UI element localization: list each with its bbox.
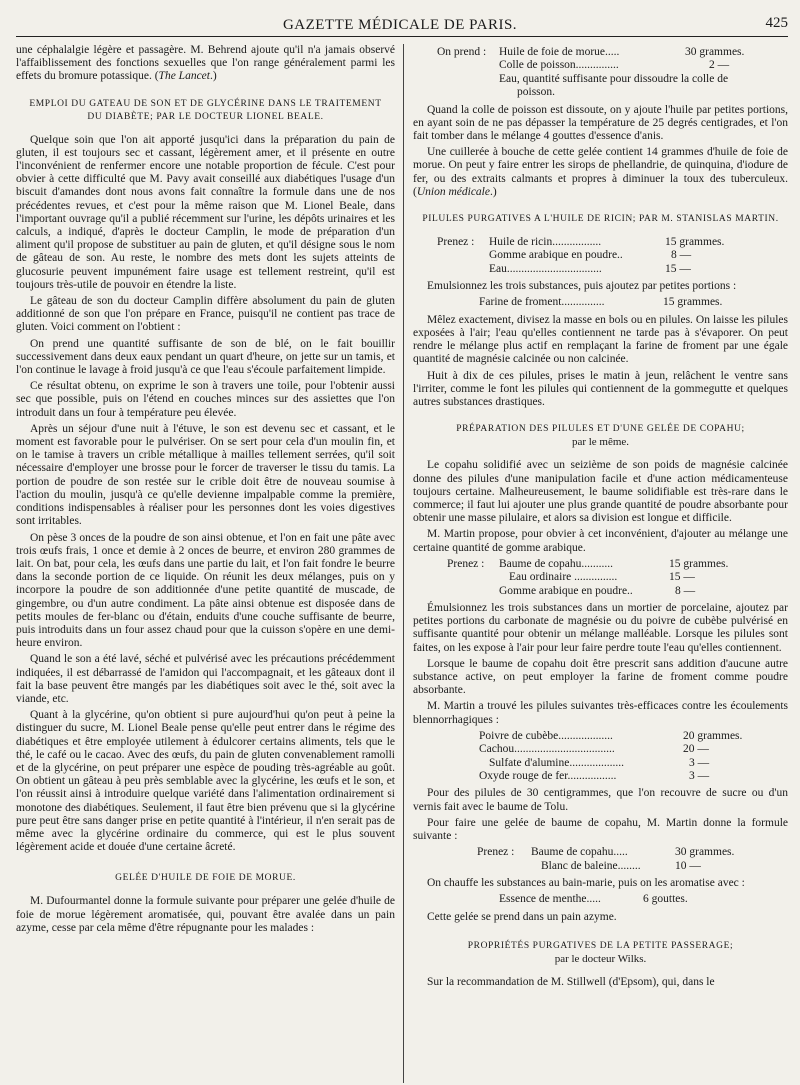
recipe-ingredient: Baume de copahu........... — [499, 557, 614, 570]
article-paragraph: une céphalalgie légère et passagère. M. Behrend ajoute qu'il n'a jamais observé l'affaiblissement des fonctions sexuelles que l'on range généralement parmi les effets du bromure potassique. (The Lancet.) — [16, 44, 395, 83]
article-paragraph: Quand la colle de poisson est dissoute, on y ajoute l'huile par petites portions, en ayant soin de ne pas dépasser la température de 25 degrés centigrades, et l'on fait tomber dans le mélange 4 gouttes d'essence d'anis. — [413, 103, 788, 143]
recipe-block — [413, 236, 788, 276]
recipe-quantity: 6 gouttes. — [643, 893, 688, 906]
header-rule — [16, 36, 788, 37]
citation: Union médicale — [416, 185, 490, 198]
recipe-quantity: 10 — — [675, 859, 701, 872]
recipe-ingredient: Colle de poisson............... — [499, 59, 619, 72]
section-heading — [16, 872, 395, 885]
section-title-line: PILULES PURGATIVES A L'HUILE DE RICIN; PAR M. STANISLAS MARTIN. — [422, 214, 779, 225]
article-paragraph: Émulsionnez les trois substances dans un mortier de porcelaine, ajoutez par petites portions du carbonate de magnésie ou du poivre de cubèbe pulvérisé en suffisante quantité pour obtenir un mélange malléable. Lorsque les pilules sont faites, on les expose à l'air pour leur faire perdre toute l'eau qu'elles contiennent. — [413, 601, 788, 654]
recipe-row — [413, 46, 788, 59]
recipe-block — [413, 730, 788, 784]
recipe-quantity: 3 — — [689, 769, 710, 782]
recipe-block — [413, 558, 788, 598]
recipe-ingredient: Essence de menthe..... — [499, 893, 601, 906]
section-heading — [413, 213, 788, 226]
article-paragraph: Cette gelée se prend dans un pain azyme. — [427, 910, 617, 923]
recipe-intro: Prenez : — [447, 557, 485, 570]
recipe-quantity: 30 grammes. — [675, 846, 735, 859]
article-paragraph: On prend une quantité suffisante de son de blé, on le fait bouillir successivement dans deux eaux pendant un quart d'heure, on jette sur un tamis, et l'on continue le lavage à froid jusqu'à ce que l'eau s'écoule parfaitement limpide. — [16, 337, 395, 377]
article-paragraph: Le gâteau de son du docteur Camplin diffère absolument du pain de gluten additionné de son que l'on prépare en France, puisqu'il ne contient pas trace de gluten. Voici comment on l'obtient : — [16, 295, 395, 334]
recipe-row — [413, 757, 788, 770]
page-number: 425 — [765, 15, 788, 31]
recipe-row — [413, 743, 788, 756]
article-paragraph: Quand le son a été lavé, séché et pulvérisé avec les précautions précédemment indiquées, il est débarrassé de l'amidon qui l'accompagnait, et les gâteaux dont il fait la base peuvent être mangés par les diabétiques soit avec le thé, soit avec la viande, etc. — [16, 653, 395, 705]
article-paragraph: Ce résultat obtenu, on exprime le son à travers une toile, pour l'obtenir aussi sec que possible, puis on l'étend en couches minces sur des assiettes que l'on introduit dans un four à température peu élevée. — [16, 380, 395, 419]
article-paragraph: On pèse 3 onces de la poudre de son ainsi obtenue, et l'on en fait une pâte avec trois œufs frais, 1 once et demie à 2 onces de beurre, et environ 280 grammes de lait. On bat, pour cela, les œufs dans une partie du lait, et l'on fait fondre le beurre dans la seconde portion de ce liquide. On réunit les deux mélanges, puis on y incorpore la poudre de son additionnée d'une petite quantité de muscade, de gingembre, ou d'un autre condiment. La pâte ainsi obtenue est disposée dans de petits moules de fer-blanc ou d'étain, enduits d'une couche suffisante de beurre, puis introduits dans un four assez chaud pour que la cuisson s'opère en une demi-heure environ. — [16, 531, 395, 650]
recipe-row — [413, 893, 788, 906]
recipe-block — [413, 893, 788, 906]
recipe-quantity: 15 grammes. — [663, 296, 723, 309]
article-paragraph: Pour faire une gelée de baume de copahu, M. Martin donne la formule suivante : — [413, 816, 788, 842]
article-paragraph: M. Martin a trouvé les pilules suivantes très-efficaces contre les écoulements blennorrhagiques : — [413, 700, 788, 726]
article-paragraph: Quant à la glycérine, qu'on obtient si pure aujourd'hui qu'on peut à peine la distinguer du sucre, M. Lionel Beale pense qu'elle peut entrer dans le régime des diabétiques et être employée utilement à édulcorer certains aliments, tels que le thé, le café ou le cacao. Avec des œufs, du pain de gluten convenablement ramolli et de la glycérine, on peut préparer une espèce de pouding très-agréable au goût. On obtient un gâteau à peu près semblable avec la glycérine, les œufs et le son, et l'on réussit ainsi à introduire quelque variété dans l'alimentation ordinairement si monotone des diabétiques. Seulement, il faut être bien prévenu que si la glycérine pure peut être sans danger prise en petite quantité à l'intérieur, il n'en serait pas de même avec la glycérine ordinaire du commerce, qui est le plus souvent légèrement acide et douée d'une certaine âcreté. — [16, 709, 395, 854]
article-paragraph: Le copahu solidifié avec un seizième de son poids de magnésie calcinée donne des pilules d'une manipulation facile et d'une action médicamenteuse toujours certaine. Malheureusement, le baume solidifiable est très-rare dans le commerce; il faut lui ajouter une plus grande quantité de poudre absorbante pour obtenir une masse pilulaire, et alors sa division est longue et difficile. — [413, 459, 788, 525]
article-paragraph: Après un séjour d'une nuit à l'étuve, le son est devenu sec et cassant, et le moment est favorable pour le pulvériser. On se sert pour cela d'un moulin fin, et on le tamise à travers un crible métallique à mailles tellement serrées, qu'il soit nécessaire d'employer une brosse pour le forcer de traverser le tissu du tamis. La portion de poudre de son restée sur le crible doit être de nouveau soumise à l'action du moulin, jusqu'à ce qu'elle devienne impalpable comme la première, conditions indispensables à réaliser pour les personnes dont les voies digestives sont irritables. — [16, 422, 395, 528]
article-paragraph: Lorsque le baume de copahu doit être prescrit sans addition d'aucune autre substance active, on peut employer la farine de froment comme poudre absorbante. — [413, 657, 788, 697]
recipe-ingredient: Oxyde rouge de fer................. — [479, 769, 617, 782]
recipe-intro: Prenez : — [437, 236, 475, 249]
recipe-block — [413, 296, 788, 309]
recipe-row — [413, 558, 788, 571]
recipe-quantity: 3 — — [689, 756, 710, 769]
recipe-intro: On prend : — [437, 46, 487, 58]
recipe-row — [413, 730, 788, 743]
recipe-ingredient: Cachou................................... — [479, 743, 615, 756]
recipe-quantity: 8 — — [671, 249, 692, 262]
recipe-ingredient: Blanc de baleine........ — [541, 859, 641, 872]
recipe-row — [413, 585, 788, 598]
recipe-ingredient: Sulfate d'alumine................... — [489, 756, 624, 769]
recipe-ingredient: Farine de froment............... — [479, 296, 605, 309]
recipe-ingredient: Eau ordinaire ............... — [509, 571, 618, 584]
recipe-ingredient: Huile de ricin................. — [489, 236, 602, 249]
article-paragraph: Sur la recommandation de M. Stillwell (d'Epsom), qui, dans le — [427, 975, 715, 988]
article-paragraph: Quelque soin que l'on ait apporté jusqu'ici dans la préparation du pain de gluten, il est toujours sec et cassant, légèrement amer, et il présente en outre l'inconvénient de renfermer encore une notable proportion de fécule. C'est pour obvier à cette difficulté que M. Pavy avait conseillé aux diabétiques l'usage d'un biscuit d'amandes dont nous avons fait connaître la formule dans une de nos précédentes revues, et c'est pour la même raison que M. Lionel Beale, dans l'important ouvrage qu'il a publié récemment sur l'urine, les dépôts urinaires et les calculs, a indiqué, d'après le docteur Camplin, le mode de préparation d'un aliment qu'il propose de substituer au pain de gluten, et qu'il désigne sous le nom de gâteau de son. Au reste, le nombre des mets dont les sujets atteints de glucosurie peuvent impunément faire usage est tellement restreint, qu'il est toujours très-utile de pouvoir en étendre la liste. — [16, 133, 395, 291]
section-heading — [413, 423, 788, 449]
section-title-line: EMPLOI DU GATEAU DE SON ET DE GLYCÉRINE DANS LE TRAITEMENT — [29, 98, 382, 109]
journal-title: GAZETTE MÉDICALE DE PARIS. — [282, 17, 518, 33]
section-title-line: par le docteur Wilks. — [554, 952, 647, 965]
recipe-quantity: 2 — — [709, 59, 730, 72]
recipe-row — [413, 296, 788, 309]
recipe-row — [413, 86, 788, 99]
recipe-row — [413, 59, 788, 72]
article-paragraph: Mêlez exactement, divisez la masse en bols ou en pilules. On laisse les pilules exposées à l'air; l'eau qu'elles contiennent ne tarde pas à s'évaporer. On peut rendre le mélange plus actif en remplaçant la farine de froment par une égale quantité de magnésie calcinée ou non calcinée. — [413, 313, 788, 366]
recipe-ingredient: Baume de copahu..... — [531, 846, 628, 859]
article-paragraph: Pour des pilules de 30 centigrammes, que l'on recouvre de sucre ou d'un vernis fait avec le baume de Tolu. — [413, 787, 788, 813]
recipe-quantity: 15 — — [665, 262, 691, 275]
section-title-line: PROPRIÉTÉS PURGATIVES DE LA PETITE PASSERAGE; — [467, 940, 734, 951]
recipe-row — [413, 846, 788, 859]
recipe-quantity: 30 grammes. — [685, 46, 745, 58]
recipe-row — [413, 263, 788, 276]
recipe-quantity: 8 — — [675, 584, 696, 597]
recipe-intro: Prenez : — [477, 846, 515, 859]
right-column — [413, 44, 788, 992]
recipe-ingredient: Eau................................. — [489, 262, 602, 275]
recipe-row — [413, 73, 788, 86]
recipe-row — [413, 770, 788, 783]
recipe-ingredient: Poivre de cubèbe................... — [479, 729, 613, 742]
recipe-row — [413, 860, 788, 873]
left-column — [16, 44, 395, 938]
recipe-ingredient: Gomme arabique en poudre.. — [489, 249, 623, 262]
recipe-quantity: 20 grammes. — [683, 729, 743, 742]
recipe-ingredient: Gomme arabique en poudre.. — [499, 584, 633, 597]
section-heading — [16, 98, 395, 124]
section-title-line: GELÉE D'HUILE DE FOIE DE MORUE. — [115, 873, 296, 884]
article-paragraph: On chauffe les substances au bain-marie, puis on les aromatise avec : — [427, 877, 745, 890]
recipe-ingredient: Eau, quantité suffisante pour dissoudre la colle de — [499, 72, 729, 85]
recipe-ingredient: Huile de foie de morue..... — [499, 46, 620, 58]
recipe-quantity: 20 — — [683, 743, 709, 756]
section-heading — [413, 940, 788, 966]
article-paragraph: M. Martin propose, pour obvier à cet inconvénient, d'ajouter au mélange une certaine quantité de gomme arabique. — [413, 528, 788, 554]
article-paragraph: Emulsionnez les trois substances, puis ajoutez par petites portions : — [427, 280, 737, 293]
recipe-row — [413, 571, 788, 584]
article-paragraph: M. Dufourmantel donne la formule suivante pour préparer une gelée d'huile de foie de morue légèrement aromatisée, qui, pouvant être avalée dans un pain azyme, cesse par cela même d'être répugnante pour les malades : — [16, 895, 395, 934]
recipe-quantity: 15 — — [669, 571, 695, 584]
recipe-quantity: 15 grammes. — [665, 236, 725, 249]
recipe-row — [413, 236, 788, 249]
section-title-line: DU DIABÈTE; PAR LE DOCTEUR LIONEL BEALE. — [87, 111, 324, 122]
citation: The Lancet — [158, 70, 210, 83]
recipe-block — [413, 846, 788, 873]
section-title-line: PRÉPARATION DES PILULES ET D'UNE GELÉE DE COPAHU; — [456, 424, 745, 435]
article-paragraph: Huit à dix de ces pilules, prises le matin à jeun, relâchent le ventre sans l'irriter, comme le font les pilules qui contiennent de la gommegutte et quelques autres substances drastiques. — [413, 369, 788, 409]
article-paragraph: Une cuillerée à bouche de cette gelée contient 14 grammes d'huile de foie de morue. On peut y faire entrer les sirops de phellandrie, de quinquina, d'iodure de fer, ou des extraits calmants et propres à diminuer la toux des tuberculeux. (Union médicale.) — [413, 146, 788, 198]
recipe-quantity: 15 grammes. — [669, 557, 729, 570]
column-divider — [403, 44, 404, 1083]
recipe-block — [413, 46, 788, 100]
recipe-ingredient: poisson. — [517, 86, 556, 99]
section-title-line: par le même. — [571, 436, 630, 449]
recipe-row — [413, 249, 788, 262]
page-header — [0, 0, 800, 38]
